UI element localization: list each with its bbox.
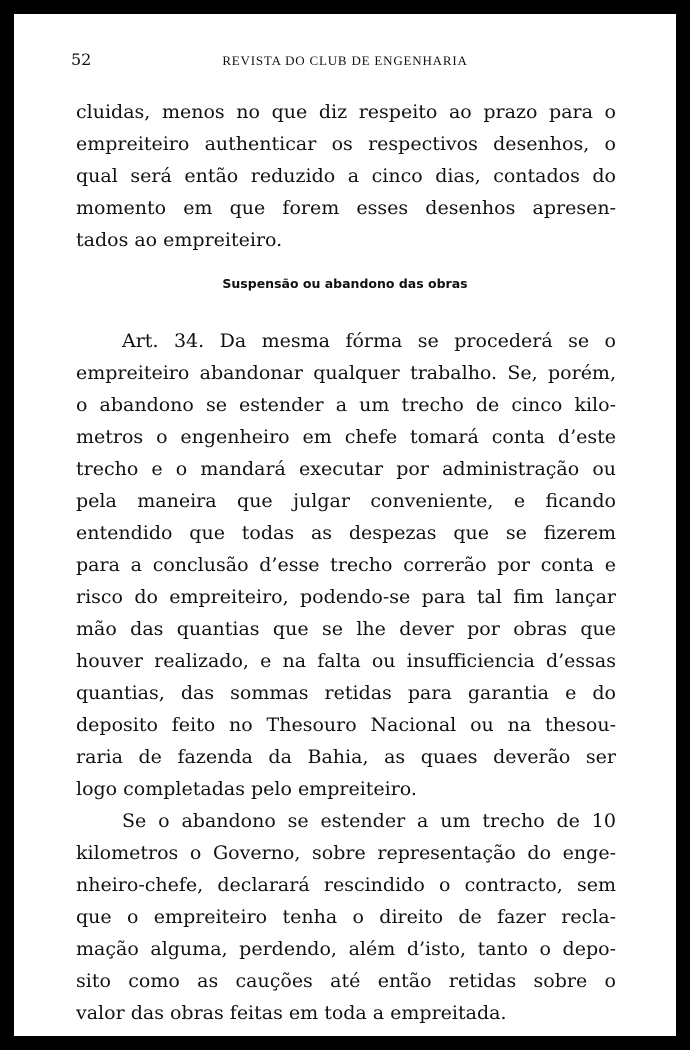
text-line: sito como as cauções até então retidas sobre o — [76, 970, 616, 992]
page-header — [14, 50, 676, 74]
text-line: raria de fazenda da Bahia, as quaes deverão ser — [76, 746, 616, 768]
text-line: valor das obras feitas em toda a empreitada. — [76, 1002, 507, 1024]
text-line: risco do empreiteiro, podendo-se para tal fim lançar — [76, 586, 616, 608]
text-line: Art. 34. Da mesma fórma se procederá se o — [122, 330, 616, 352]
text-line: kilometros o Governo, sobre representação do enge- — [76, 842, 616, 864]
running-head: REVISTA DO CLUB DE ENGENHARIA — [222, 53, 468, 68]
book-page — [14, 14, 676, 1036]
text-line: momento em que forem esses desenhos apresen- — [76, 197, 616, 219]
text-line: deposito feito no Thesouro Nacional ou na thesou- — [76, 714, 616, 736]
text-line: entendido que todas as despezas que se fizerem — [76, 522, 616, 544]
text-line: o abandono se estender a um trecho de cinco kilo- — [76, 394, 616, 416]
article-34 — [76, 325, 616, 1029]
text-line: tados ao empreiteiro. — [76, 229, 283, 251]
continuation-paragraph — [76, 96, 616, 256]
text-line: houver realizado, e na falta ou insufficiencia d’essas — [76, 650, 616, 672]
text-line: mação alguma, perdendo, além d’isto, tanto o depo- — [76, 938, 616, 960]
text-line: que o empreiteiro tenha o direito de fazer recla- — [76, 906, 616, 928]
page-number: 52 — [71, 50, 92, 69]
text-line: mão das quantias que se lhe dever por obras que — [76, 618, 616, 640]
text-line: nheiro-chefe, declarará rescindido o contracto, sem — [76, 874, 616, 896]
text-line: logo completadas pelo empreiteiro. — [76, 778, 417, 800]
section-heading: Suspensão ou abandono das obras — [222, 276, 468, 291]
text-line: trecho e o mandará executar por administração ou — [76, 458, 616, 480]
text-line: cluidas, menos no que diz respeito ao prazo para o — [76, 101, 616, 123]
text-line: metros o engenheiro em chefe tomará conta d’este — [76, 426, 616, 448]
text-line: empreiteiro abandonar qualquer trabalho. Se, porém, — [76, 362, 616, 384]
text-line: qual será então reduzido a cinco dias, contados do — [76, 165, 616, 187]
text-line: empreiteiro authenticar os respectivos desenhos, o — [76, 133, 616, 155]
text-line: para a conclusão d’esse trecho correrão por conta e — [76, 554, 616, 576]
text-line: pela maneira que julgar conveniente, e ficando — [76, 490, 616, 512]
text-line: quantias, das sommas retidas para garantia e do — [76, 682, 616, 704]
text-line: Se o abandono se estender a um trecho de 10 — [122, 810, 616, 832]
